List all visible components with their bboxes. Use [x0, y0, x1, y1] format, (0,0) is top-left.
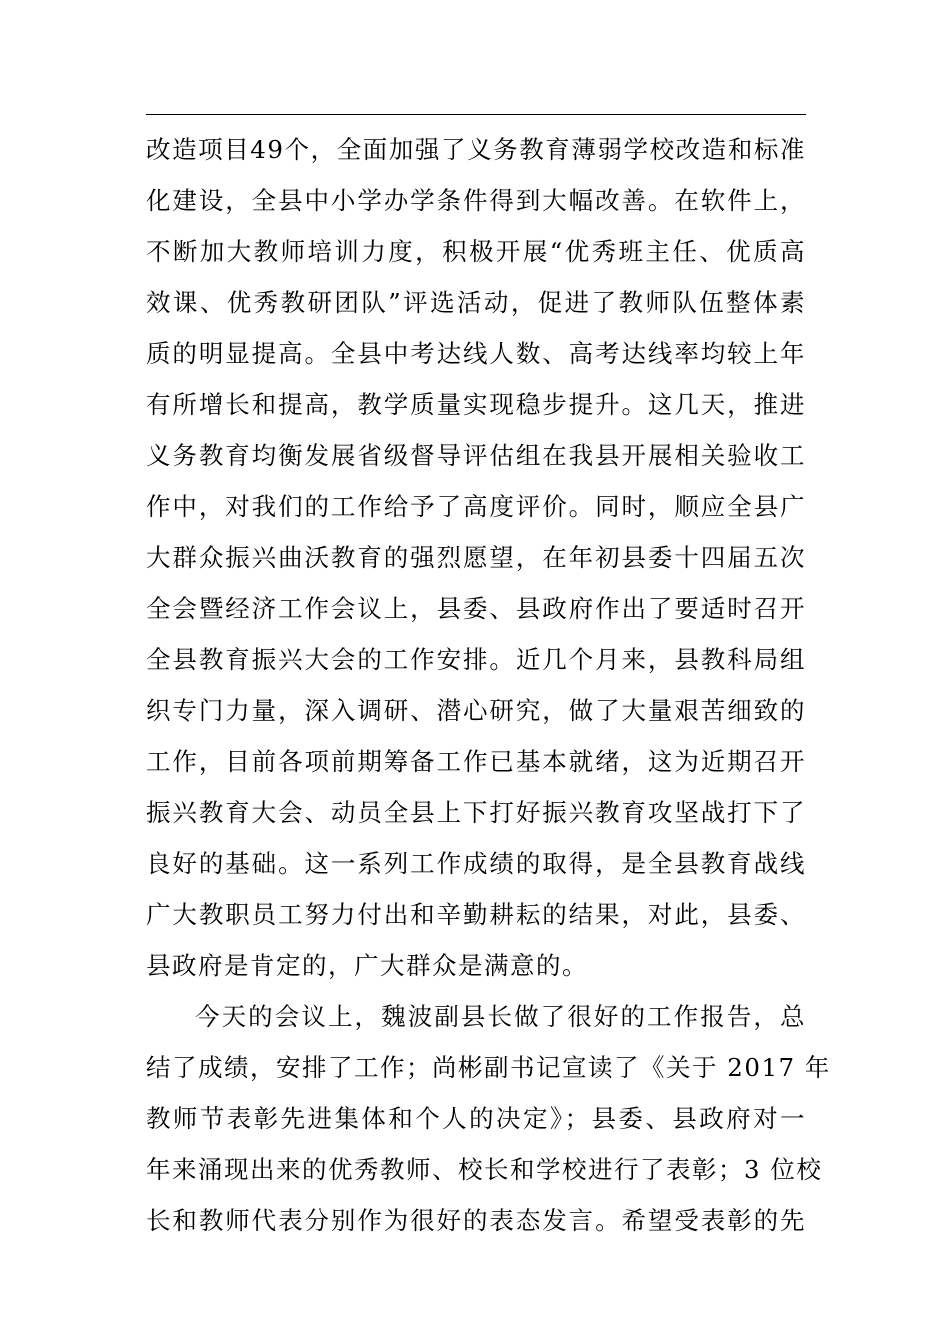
text-line: 今天的会议上，魏波副县长做了很好的工作报告，总: [195, 1002, 806, 1031]
text-line: 义务教育均衡发展省级督导评估组在我县开展相关验收工: [146, 441, 806, 470]
text-line: 织专门力量，深入调研、潜心研究，做了大量艰苦细致的: [146, 696, 806, 725]
text-line: 化建设，全县中小学办学条件得到大幅改善。在软件上，: [146, 186, 806, 215]
text-line: 全会暨经济工作会议上，县委、县政府作出了要适时召开: [146, 594, 806, 623]
text-line: 良好的基础。这一系列工作成绩的取得，是全县教育战线: [146, 849, 806, 878]
text-line: 长和教师代表分别作为很好的表态发言。希望受表彰的先: [146, 1206, 806, 1235]
paragraph-2: [146, 991, 831, 1246]
text-line: 振兴教育大会、动员全县上下打好振兴教育攻坚战打下了: [146, 798, 806, 827]
paragraph-1: [146, 124, 806, 991]
text-line: 结了成绩，安排了工作；尚彬副书记宣读了《关于 2017 年: [146, 1053, 831, 1082]
text-line: 广大教职员工努力付出和辛勤耕耘的结果，对此，县委、: [146, 900, 806, 929]
text-line: 质的明显提高。全县中考达线人数、高考达线率均较上年: [146, 339, 806, 368]
text-line: 改造项目49个，全面加强了义务教育薄弱学校改造和标准: [146, 135, 806, 164]
text-line: 作中，对我们的工作给予了高度评价。同时，顺应全县广: [146, 492, 806, 521]
text-line: 有所增长和提高，教学质量实现稳步提升。这几天，推进: [146, 390, 806, 419]
text-line: 效课、优秀教研团队”评选活动，促进了教师队伍整体素: [146, 288, 806, 317]
text-line: 年来涌现出来的优秀教师、校长和学校进行了表彰；3 位校: [146, 1155, 823, 1184]
text-line: 工作，目前各项前期筹备工作已基本就绪，这为近期召开: [146, 747, 806, 776]
text-line: 大群众振兴曲沃教育的强烈愿望，在年初县委十四届五次: [146, 543, 806, 572]
body-text: [146, 124, 831, 1246]
text-line: 教师节表彰先进集体和个人的决定》；县委、县政府对一: [146, 1104, 806, 1133]
header-rule: [146, 114, 806, 115]
text-line: 不断加大教师培训力度，积极开展“优秀班主任、优质高: [146, 237, 806, 266]
text-line: 县政府是肯定的，广大群众是满意的。: [146, 951, 588, 980]
text-line: 全县教育振兴大会的工作安排。近几个月来，县教科局组: [146, 645, 806, 674]
